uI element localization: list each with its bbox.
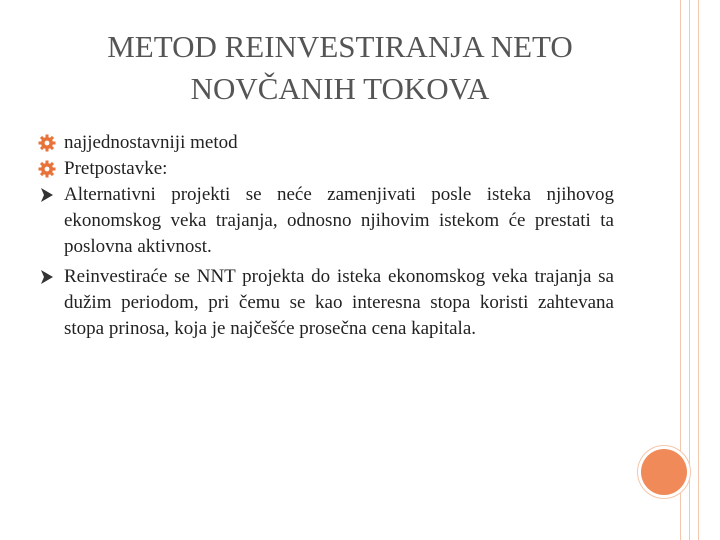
arrowhead-icon — [38, 268, 56, 286]
border-line — [698, 0, 699, 540]
gear-icon — [38, 160, 56, 178]
list-item — [38, 264, 614, 342]
border-line — [689, 0, 690, 540]
bullet-text: najjednostavniji metod — [64, 132, 238, 153]
list-item — [38, 130, 614, 156]
title-line-2: NOVČANIH TOKOVA — [190, 71, 490, 106]
slide-title — [40, 26, 640, 110]
arrowhead-icon — [38, 186, 56, 204]
decorative-circle — [641, 449, 687, 495]
bullet-list — [38, 130, 614, 342]
title-line-1: METOD REINVESTIRANJA NETO — [107, 29, 573, 64]
right-border-decoration — [680, 0, 720, 540]
bullet-text: Alternativni projekti se neće zamenjivati posle isteka njihovog ekonomskog veka trajanja, odnosno njihovim istekom će prestati ta poslovna aktivnost. — [64, 184, 614, 257]
bullet-text: Reinvestiraće se NNT projekta do isteka ekonomskog veka trajanja sa dužim periodom, pri čemu se kao interesna stopa koristi zahtevana stopa prinosa, koja je najčešće prosečna cena kapitala. — [64, 266, 614, 339]
list-item — [38, 182, 614, 260]
list-item — [38, 156, 614, 182]
bullet-text: Pretpostavke: — [64, 158, 168, 179]
gear-icon — [38, 134, 56, 152]
